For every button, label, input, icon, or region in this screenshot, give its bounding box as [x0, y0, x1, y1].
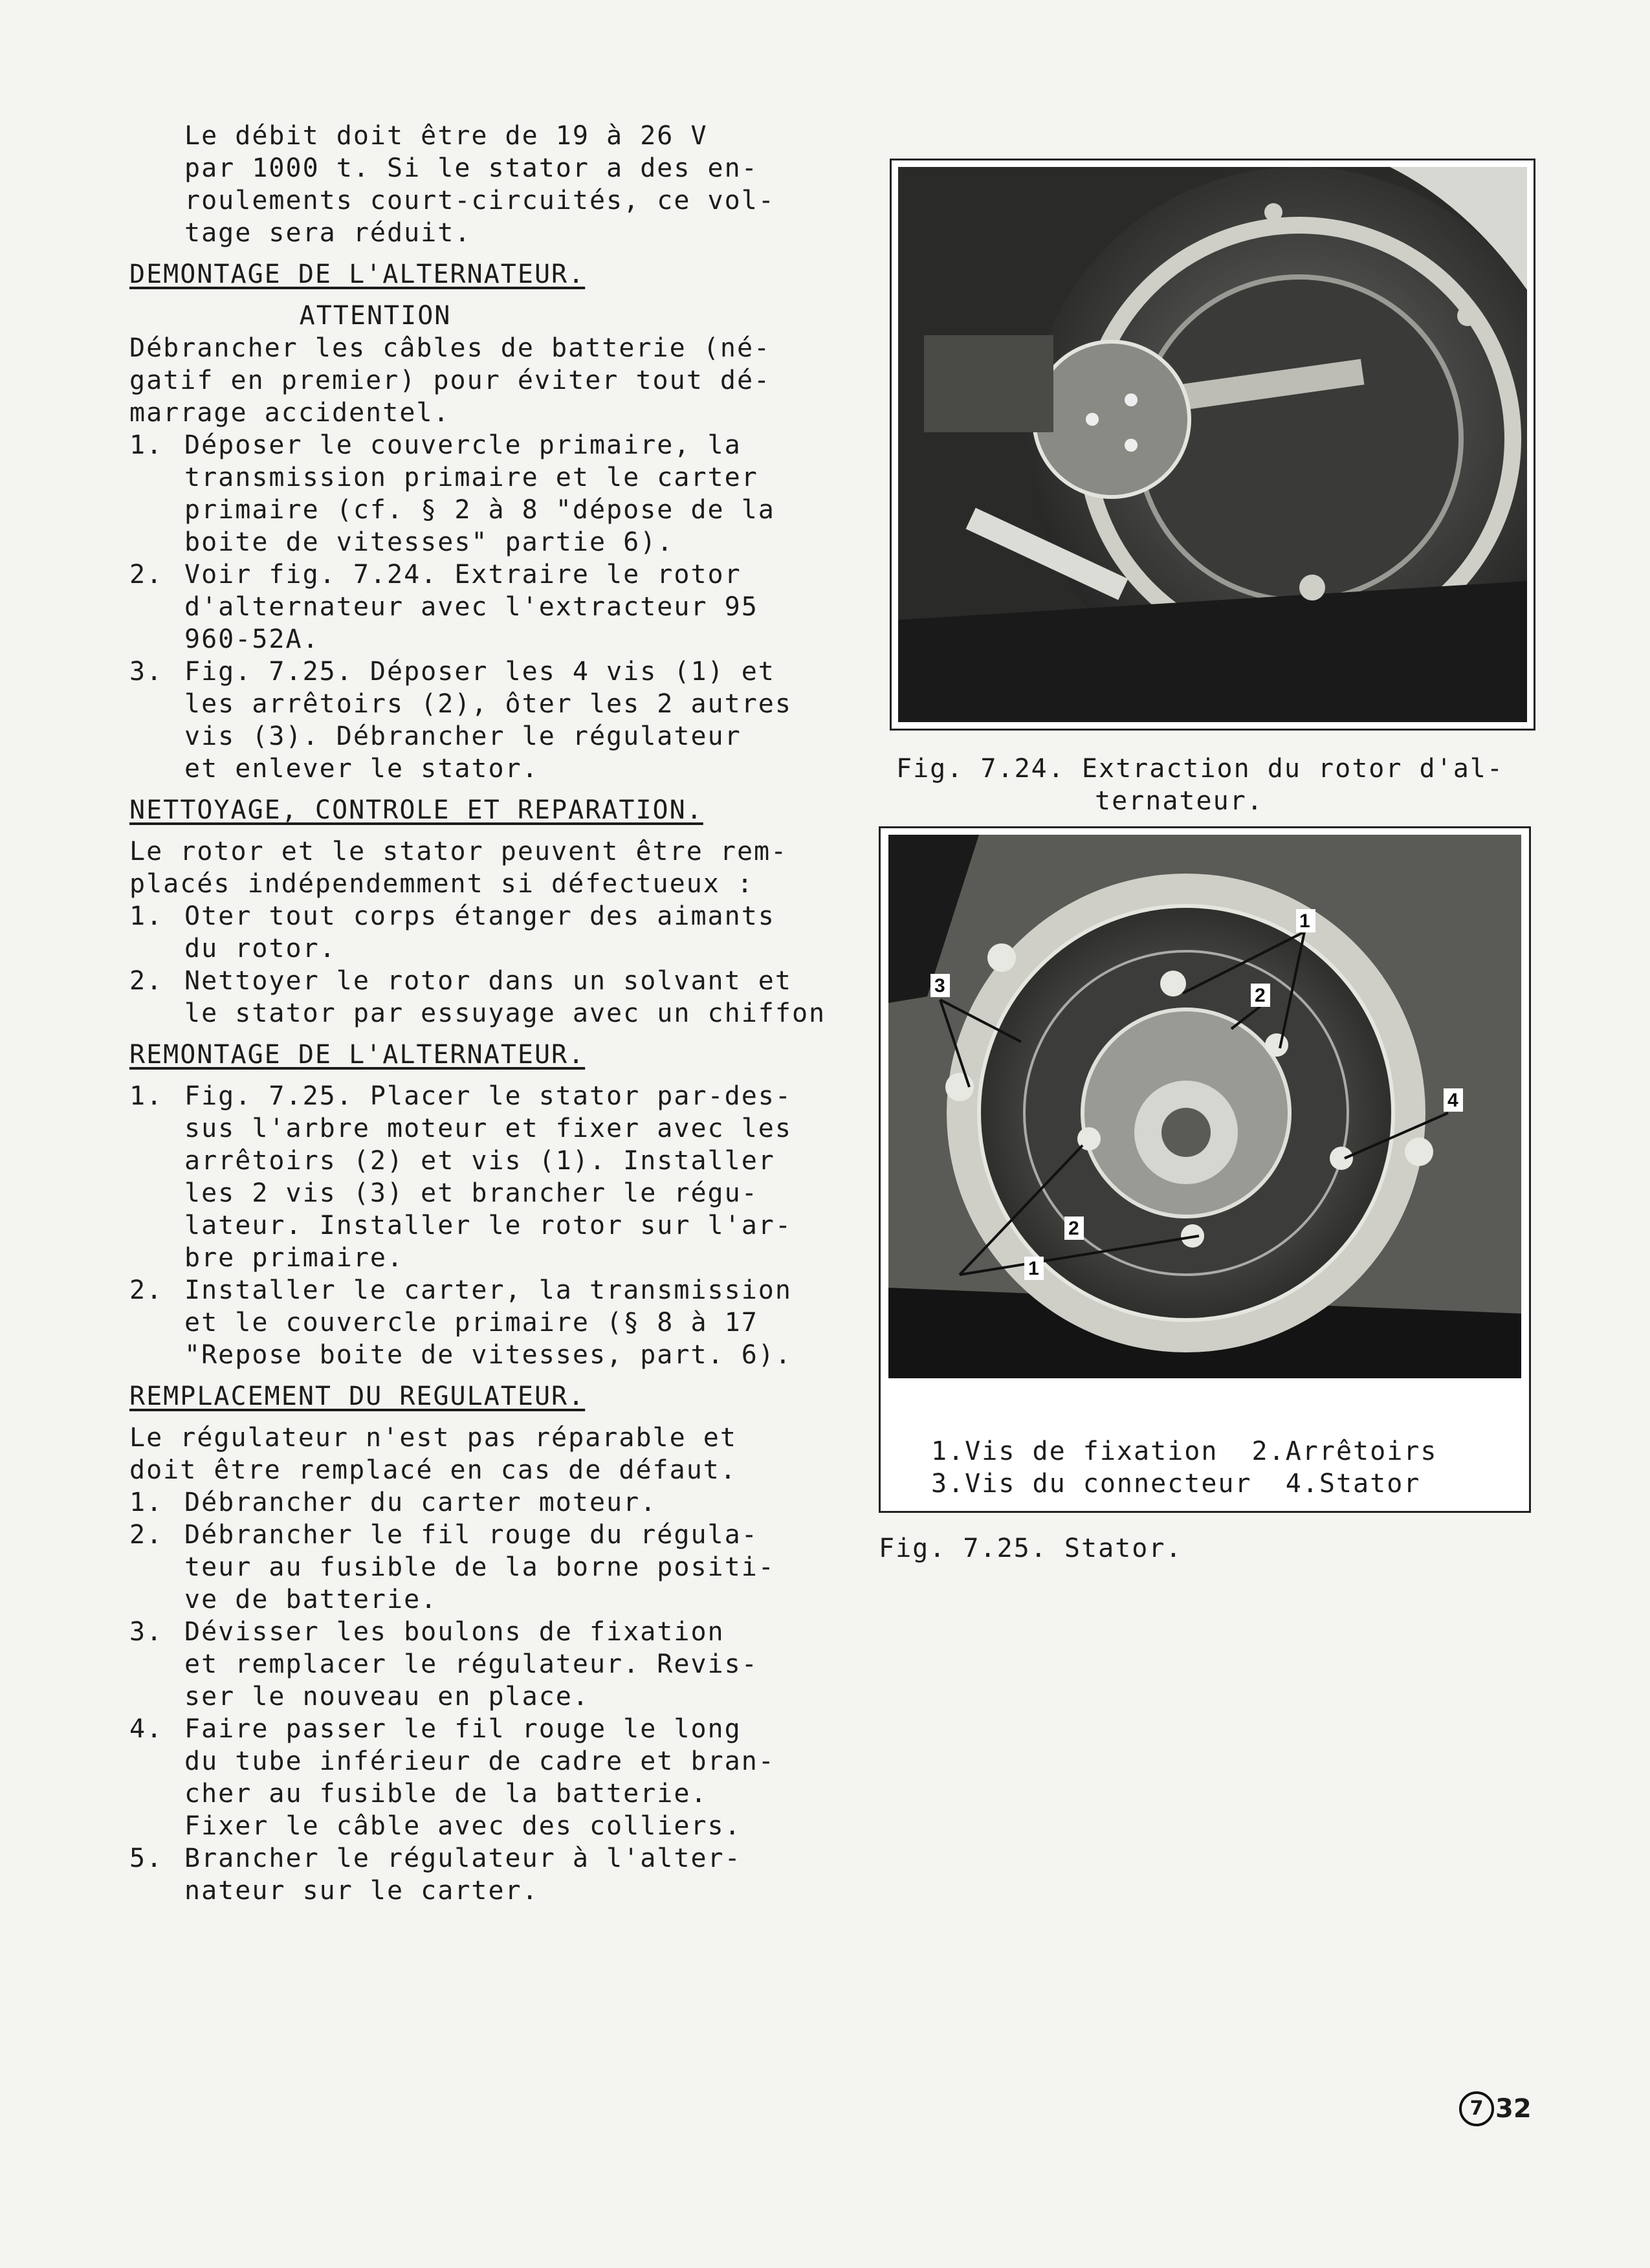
heading-remplacement: REMPLACEMENT DU REGULATEUR. — [129, 1382, 586, 1411]
callout-label: 2 — [1255, 985, 1266, 1006]
heading-remontage: REMONTAGE DE L'ALTERNATEUR. — [129, 1040, 586, 1070]
item-text — [184, 1274, 867, 1371]
item-number: 2. — [129, 966, 164, 996]
list-item — [129, 1519, 867, 1616]
text-line: Le débit doit être de 19 à 26 V — [184, 121, 708, 151]
figure-7-25 — [879, 826, 1531, 1513]
text-line: vis (3). Débrancher le régulateur — [184, 721, 742, 751]
text-line: Voir fig. 7.24. Extraire le rotor — [184, 560, 742, 589]
text-line: Débrancher les câbles de batterie (né- — [129, 333, 771, 363]
caption-line: ternateur. — [1095, 786, 1264, 816]
text-line: et le couvercle primaire (§ 8 à 17 — [184, 1308, 758, 1338]
callout-label: 2 — [1068, 1218, 1079, 1239]
text-line: cher au fusible de la batterie. — [184, 1779, 708, 1809]
text-line: "Repose boite de vitesses, part. 6). — [184, 1340, 792, 1370]
text-line: Nettoyer le rotor dans un solvant et — [184, 966, 792, 996]
text-line: les arrêtoirs (2), ôter les 2 autres — [184, 689, 792, 719]
item-text — [184, 558, 867, 655]
list-item — [129, 1486, 867, 1519]
item-number: 3. — [129, 1617, 164, 1647]
nettoyage-intro — [129, 835, 867, 900]
text-line: par 1000 t. Si le stator a des en- — [184, 153, 758, 183]
text-line: lateur. Installer le rotor sur l'ar- — [184, 1211, 792, 1240]
list-item — [129, 1842, 867, 1907]
text-line: nateur sur le carter. — [184, 1876, 539, 1906]
text-line: du rotor. — [184, 934, 336, 963]
text-line: gatif en premier) pour éviter tout dé- — [129, 366, 771, 395]
caption-line: Fig. 7.24. Extraction du rotor d'al- — [896, 754, 1504, 784]
callout-label: 3 — [934, 975, 945, 996]
text-line: bre primaire. — [184, 1243, 404, 1273]
text-line: Brancher le régulateur à l'alter- — [184, 1844, 742, 1873]
item-text — [184, 1842, 867, 1907]
item-text — [184, 1616, 867, 1713]
item-text — [184, 900, 867, 965]
list-item — [129, 1616, 867, 1713]
callout-label: 4 — [1447, 1090, 1458, 1111]
item-number: 1. — [129, 901, 164, 931]
text-line: boite de vitesses" partie 6). — [184, 527, 674, 557]
text-line: roulements court-circuités, ce vol- — [184, 186, 775, 215]
text-line: Le rotor et le stator peuvent être rem- — [129, 837, 788, 866]
item-number: 1. — [129, 430, 164, 460]
list-item — [129, 1274, 867, 1371]
item-number: 3. — [129, 657, 164, 687]
page-number-value: 32 — [1495, 2094, 1532, 2124]
text-line: le stator par essuyage avec un chiffon — [184, 998, 826, 1028]
text-line: Faire passer le fil rouge le long — [184, 1714, 742, 1744]
text-line: Débrancher du carter moteur. — [184, 1488, 657, 1517]
callout-label: 1 — [1299, 910, 1310, 932]
callout-label — [1296, 909, 1315, 932]
legend-line: 1.Vis de fixation 2.Arrêtoirs — [931, 1437, 1438, 1466]
text-line: marrage accidentel. — [129, 398, 450, 428]
attention-label: ATTENTION — [299, 301, 452, 331]
text-line: d'alternateur avec l'extracteur 95 — [184, 592, 758, 622]
item-number: 1. — [129, 1488, 164, 1517]
text-line: doit être remplacé en cas de défaut. — [129, 1455, 737, 1485]
chapter-badge: 7 — [1459, 2091, 1494, 2126]
text-line: Fig. 7.25. Placer le stator par-des- — [184, 1081, 792, 1111]
text-line: arrêtoirs (2) et vis (1). Installer — [184, 1146, 775, 1176]
item-text — [184, 1713, 867, 1842]
figure-7-25-caption: Fig. 7.25. Stator. — [879, 1534, 1183, 1563]
callout-label: 1 — [1028, 1258, 1039, 1279]
text-line: Débrancher le fil rouge du régula- — [184, 1520, 758, 1550]
rotor-extraction-illustration — [898, 167, 1527, 722]
text-line: primaire (cf. § 2 à 8 "dépose de la — [184, 495, 775, 525]
intro-paragraph — [129, 120, 867, 249]
list-item — [129, 900, 867, 965]
item-number: 5. — [129, 1844, 164, 1873]
page-number — [1459, 2091, 1532, 2126]
figure-7-24 — [890, 159, 1535, 731]
text-line: 960-52A. — [184, 624, 320, 654]
text-line: les 2 vis (3) et brancher le régu- — [184, 1178, 758, 1208]
item-text — [184, 1486, 867, 1519]
text-line: placés indépendemment si défectueux : — [129, 869, 754, 899]
list-item — [129, 965, 867, 1029]
text-line: du tube inférieur de cadre et bran- — [184, 1746, 775, 1776]
figure-7-24-caption — [896, 753, 1569, 817]
list-item — [129, 655, 867, 785]
heading-demontage: DEMONTAGE DE L'ALTERNATEUR. — [129, 259, 586, 289]
item-number: 1. — [129, 1081, 164, 1111]
list-item — [129, 558, 867, 655]
list-item — [129, 1713, 867, 1842]
legend-line: 3.Vis du connecteur 4.Stator — [931, 1469, 1421, 1499]
text-line: ser le nouveau en place. — [184, 1682, 589, 1712]
stator-illustration — [888, 835, 1521, 1378]
text-line: et remplacer le régulateur. Revis- — [184, 1649, 758, 1679]
figure-7-25-legend — [931, 1435, 1513, 1500]
item-number: 2. — [129, 1520, 164, 1550]
item-number: 2. — [129, 560, 164, 589]
item-text — [184, 965, 867, 1029]
text-line: Oter tout corps étanger des aimants — [184, 901, 775, 931]
item-number: 4. — [129, 1714, 164, 1744]
text-line: Dévisser les boulons de fixation — [184, 1617, 725, 1647]
text-line: tage sera réduit. — [184, 218, 472, 248]
rotor-extraction-photo — [898, 167, 1527, 722]
item-text — [184, 429, 867, 558]
text-line: et enlever le stator. — [184, 754, 539, 784]
text-line: Fig. 7.25. Déposer les 4 vis (1) et — [184, 657, 775, 687]
text-line: Installer le carter, la transmission — [184, 1275, 792, 1305]
item-text — [184, 1519, 867, 1616]
item-number: 2. — [129, 1275, 164, 1305]
text-line: Le régulateur n'est pas réparable et — [129, 1423, 737, 1453]
text-line: Fixer le câble avec des colliers. — [184, 1811, 742, 1841]
text-line: Déposer le couvercle primaire, la — [184, 430, 742, 460]
left-column — [129, 120, 867, 1907]
list-item — [129, 429, 867, 558]
heading-nettoyage: NETTOYAGE, CONTROLE ET REPARATION. — [129, 795, 703, 825]
item-text — [184, 655, 867, 785]
item-text — [184, 1080, 867, 1274]
warning-paragraph — [129, 332, 867, 429]
text-line: ve de batterie. — [184, 1585, 438, 1614]
text-line: sus l'arbre moteur et fixer avec les — [184, 1114, 792, 1143]
stator-photo — [888, 835, 1521, 1378]
list-item — [129, 1080, 867, 1274]
text-line: transmission primaire et le carter — [184, 463, 758, 492]
remplacement-intro — [129, 1422, 867, 1486]
text-line: teur au fusible de la borne positi- — [184, 1552, 775, 1582]
